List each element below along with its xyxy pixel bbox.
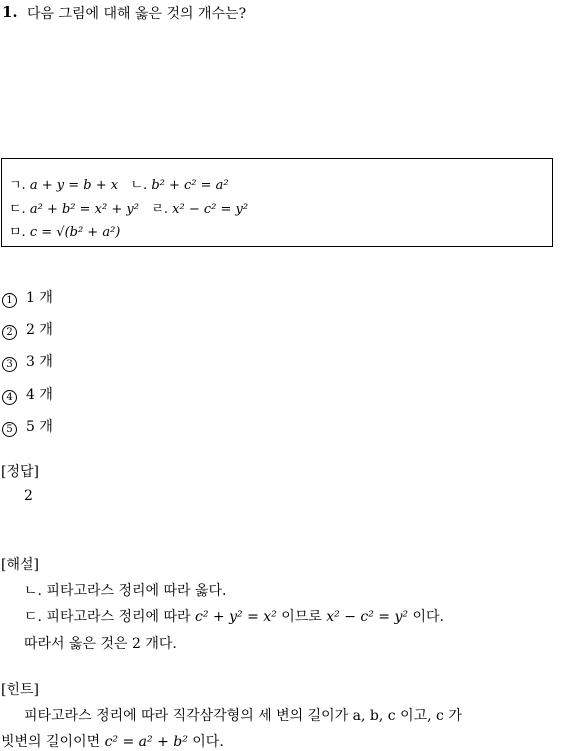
choice-4[interactable] <box>2 384 53 405</box>
choice-1[interactable] <box>2 287 53 308</box>
hint-line-1: 피타고라스 정리에 따라 직각삼각형의 세 변의 길이가 a, b, c 이고, c 가 <box>24 708 462 724</box>
statement-box <box>1 158 553 247</box>
statement-label-n: ㄴ. <box>130 178 148 193</box>
circled-number-icon: 2 <box>2 325 17 340</box>
choice-text: 5 개 <box>26 419 53 435</box>
question-text: 다음 그림에 대해 옳은 것의 개수는? <box>27 6 247 22</box>
hint-text: 이다. <box>192 734 224 750</box>
statement-label-d: ㄷ. <box>9 202 26 217</box>
statement-line-2 <box>9 198 248 217</box>
statement-expr-d: a² + b² = x² + y² <box>29 202 139 217</box>
explanation-text: 이므로 <box>281 609 322 625</box>
explanation-line-2 <box>24 606 444 626</box>
choice-5[interactable] <box>2 416 53 437</box>
statement-line-3 <box>9 221 120 240</box>
statement-expr-n: b² + c² = a² <box>151 178 229 193</box>
explanation-math: x² − c² = y² <box>326 609 409 625</box>
answer-header: [정답] <box>1 464 39 480</box>
explanation-text: ㄷ. 피타고라스 정리에 따라 <box>24 609 191 625</box>
choice-text: 2 개 <box>26 322 53 338</box>
explanation-header: [해설] <box>1 557 39 573</box>
explanation-math: c² + y² = x² <box>195 609 277 625</box>
choice-text: 3 개 <box>26 354 53 370</box>
answer-value: 2 <box>24 488 33 504</box>
statement-label-g: ㄱ. <box>9 178 26 193</box>
statement-line-1 <box>9 174 229 193</box>
circled-number-icon: 1 <box>2 293 17 308</box>
circled-number-icon: 5 <box>2 422 17 437</box>
circled-number-icon: 4 <box>2 390 17 405</box>
choice-text: 1 개 <box>26 290 53 306</box>
statement-label-m: ㅁ. <box>9 225 26 240</box>
circled-number-icon: 3 <box>2 357 17 372</box>
hint-line-2 <box>1 731 224 751</box>
explanation-line-1: ㄴ. 피타고라스 정리에 따라 옳다. <box>24 583 227 599</box>
choice-3[interactable] <box>2 351 53 372</box>
choice-2[interactable] <box>2 319 53 340</box>
hint-math: c² = a² + b² <box>104 734 188 750</box>
statement-expr-g: a + y = b + x <box>29 178 119 193</box>
question-number: 1. <box>2 3 18 21</box>
explanation-text: 이다. <box>412 609 444 625</box>
hint-text: 빗변의 길이이면 <box>1 734 101 750</box>
choice-text: 4 개 <box>26 387 53 403</box>
explanation-line-3: 따라서 옳은 것은 2 개다. <box>24 636 177 652</box>
hint-header: [힌트] <box>1 682 39 698</box>
statement-label-r: ㄹ. <box>151 202 169 217</box>
statement-expr-r: x² − c² = y² <box>172 202 249 217</box>
statement-expr-m: c = √(b² + a²) <box>29 225 121 240</box>
